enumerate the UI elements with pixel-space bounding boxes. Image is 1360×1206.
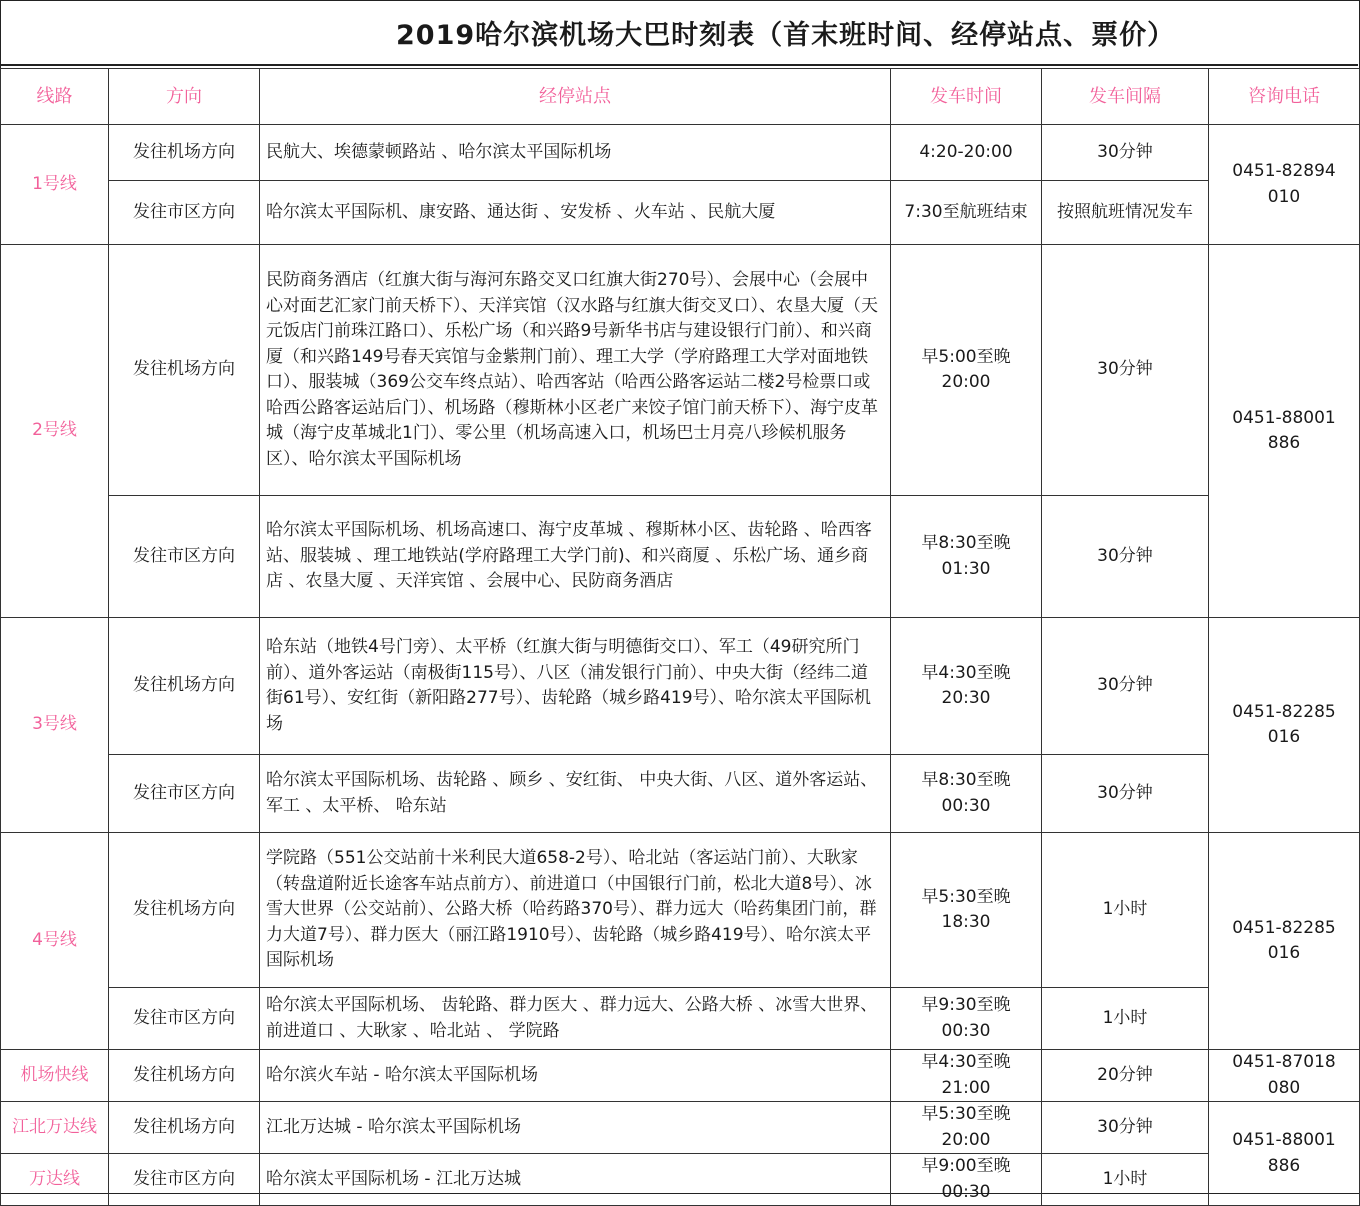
- time-cell: 早4:30至晚21:00: [891, 1050, 1042, 1102]
- time-cell: 早4:30至晚20:30: [891, 618, 1042, 755]
- header-row: [1, 69, 1360, 125]
- direction-cell: 发往机场方向: [109, 618, 260, 755]
- table-row: [1, 1102, 1360, 1154]
- header-interval: 发车间隔: [1042, 69, 1209, 125]
- phone-cell: 0451-82285016: [1209, 833, 1360, 1050]
- table-row: [1, 755, 1360, 833]
- stops-cell: 学院路（551公交站前十米利民大道658-2号）、哈北站（客运站门前）、大耿家（转盘道附近长途客车站点前方）、前进道口（中国银行门前，松北大道8号）、冰雪大世界（公交站前）、公路大桥（哈药路370号）、群力远大（哈药集团门前，群力大道7号）、群力医大（丽江路1910号）、齿轮路（城乡路419号）、哈尔滨太平国际机场: [260, 833, 891, 988]
- interval-cell: 30分钟: [1042, 1102, 1209, 1154]
- table-row: [1, 1050, 1360, 1102]
- stops-cell: 哈尔滨太平国际机场、 齿轮路、群力医大 、群力远大、公路大桥 、冰雪大世界、前进道口 、大耿家 、哈北站 、 学院路: [260, 988, 891, 1050]
- time-cell: 早5:30至晚18:30: [891, 833, 1042, 988]
- interval-cell: 30分钟: [1042, 245, 1209, 496]
- time-cell: 7:30至航班结束: [891, 181, 1042, 245]
- direction-cell: 发往市区方向: [109, 496, 260, 618]
- interval-cell: 按照航班情况发车: [1042, 181, 1209, 245]
- direction-cell: 发往机场方向: [109, 1102, 260, 1154]
- route-name: 1号线: [1, 125, 109, 245]
- phone-cell: 0451-87018080: [1209, 1050, 1360, 1102]
- interval-cell: 30分钟: [1042, 125, 1209, 181]
- time-cell: 早8:30至晚00:30: [891, 755, 1042, 833]
- table-row: [1, 181, 1360, 245]
- direction-cell: 发往机场方向: [109, 833, 260, 988]
- direction-cell: 发往市区方向: [109, 988, 260, 1050]
- schedule-table: [0, 68, 1360, 1206]
- time-cell: 早9:00至晚00:30: [891, 1154, 1042, 1206]
- phone-cell: 0451-82894010: [1209, 125, 1360, 245]
- phone-cell: 0451-88001886: [1209, 1102, 1360, 1206]
- direction-cell: 发往市区方向: [109, 181, 260, 245]
- header-direction: 方向: [109, 69, 260, 125]
- header-line: 线路: [1, 69, 109, 125]
- table-row: [1, 245, 1360, 496]
- time-cell: 早9:30至晚00:30: [891, 988, 1042, 1050]
- interval-cell: 30分钟: [1042, 618, 1209, 755]
- page-title: 2019哈尔滨机场大巴时刻表（首末班时间、经停站点、票价）: [0, 0, 1358, 66]
- time-cell: 早8:30至晚01:30: [891, 496, 1042, 618]
- stops-cell: 哈尔滨火车站 - 哈尔滨太平国际机场: [260, 1050, 891, 1102]
- table-row: [1, 496, 1360, 618]
- time-cell: 早5:30至晚20:00: [891, 1102, 1042, 1154]
- stops-cell: 哈尔滨太平国际机、康安路、通达街 、安发桥 、火车站 、民航大厦: [260, 181, 891, 245]
- stops-cell: 江北万达城 - 哈尔滨太平国际机场: [260, 1102, 891, 1154]
- route-name: 江北万达线: [1, 1102, 109, 1154]
- interval-cell: 1小时: [1042, 988, 1209, 1050]
- route-name: 3号线: [1, 618, 109, 833]
- stops-cell: 哈东站（地铁4号门旁）、太平桥（红旗大街与明德街交口）、军工（49研究所门前）、道外客运站（南极街115号）、八区（浦发银行门前）、中央大街（经纬二道街61号）、安红街（新阳路277号）、齿轮路（城乡路419号）、哈尔滨太平国际机场: [260, 618, 891, 755]
- header-phone: 咨询电话: [1209, 69, 1360, 125]
- route-name: 4号线: [1, 833, 109, 1050]
- table-row: [1, 125, 1360, 181]
- phone-cell: 0451-82285016: [1209, 618, 1360, 833]
- direction-cell: 发往市区方向: [109, 1154, 260, 1206]
- header-time: 发车时间: [891, 69, 1042, 125]
- direction-cell: 发往机场方向: [109, 125, 260, 181]
- stops-cell: 民防商务酒店（红旗大街与海河东路交叉口红旗大街270号）、会展中心（会展中心对面艺汇家门前天桥下）、天洋宾馆（汉水路与红旗大街交叉口）、农垦大厦（天元饭店门前珠江路口）、乐松广场（和兴路9号新华书店与建设银行门前）、和兴商厦（和兴路149号春天宾馆与金紫荆门前）、理工大学（学府路理工大学对面地铁口）、服装城（369公交车终点站）、哈西客站（哈西公路客运站二楼2号检票口或哈西公路客运站后门）、机场路（穆斯林小区老广来饺子馆门前天桥下）、海宁皮革城（海宁皮革城北1门）、零公里（机场高速入口，机场巴士月亮八珍候机服务区）、哈尔滨太平国际机场: [260, 245, 891, 496]
- stops-cell: 哈尔滨太平国际机场、齿轮路 、顾乡 、安红街、 中央大街、八区、道外客运站、 军工 、太平桥、 哈东站: [260, 755, 891, 833]
- interval-cell: 30分钟: [1042, 755, 1209, 833]
- interval-cell: 1小时: [1042, 833, 1209, 988]
- interval-cell: 1小时: [1042, 1154, 1209, 1206]
- interval-cell: 20分钟: [1042, 1050, 1209, 1102]
- table-row: [1, 833, 1360, 988]
- interval-cell: 30分钟: [1042, 496, 1209, 618]
- route-name: 机场快线: [1, 1050, 109, 1102]
- direction-cell: 发往机场方向: [109, 1050, 260, 1102]
- time-cell: 早5:00至晚20:00: [891, 245, 1042, 496]
- phone-cell: 0451-88001886: [1209, 245, 1360, 618]
- table-row: [1, 1154, 1360, 1206]
- time-cell: 4:20-20:00: [891, 125, 1042, 181]
- direction-cell: 发往机场方向: [109, 245, 260, 496]
- stops-cell: 民航大、埃德蒙顿路站 、哈尔滨太平国际机场: [260, 125, 891, 181]
- header-stops: 经停站点: [260, 69, 891, 125]
- table-row: [1, 618, 1360, 755]
- route-name: 2号线: [1, 245, 109, 618]
- table-row: [1, 988, 1360, 1050]
- stops-cell: 哈尔滨太平国际机场、机场高速口、海宁皮革城 、穆斯林小区、齿轮路 、哈西客站、服装城 、理工地铁站(学府路理工大学门前)、和兴商厦 、乐松广场、通乡商店 、农垦大厦 、天洋宾馆 、会展中心、民防商务酒店: [260, 496, 891, 618]
- stops-cell: 哈尔滨太平国际机场 - 江北万达城: [260, 1154, 891, 1206]
- route-name: 万达线: [1, 1154, 109, 1206]
- direction-cell: 发往市区方向: [109, 755, 260, 833]
